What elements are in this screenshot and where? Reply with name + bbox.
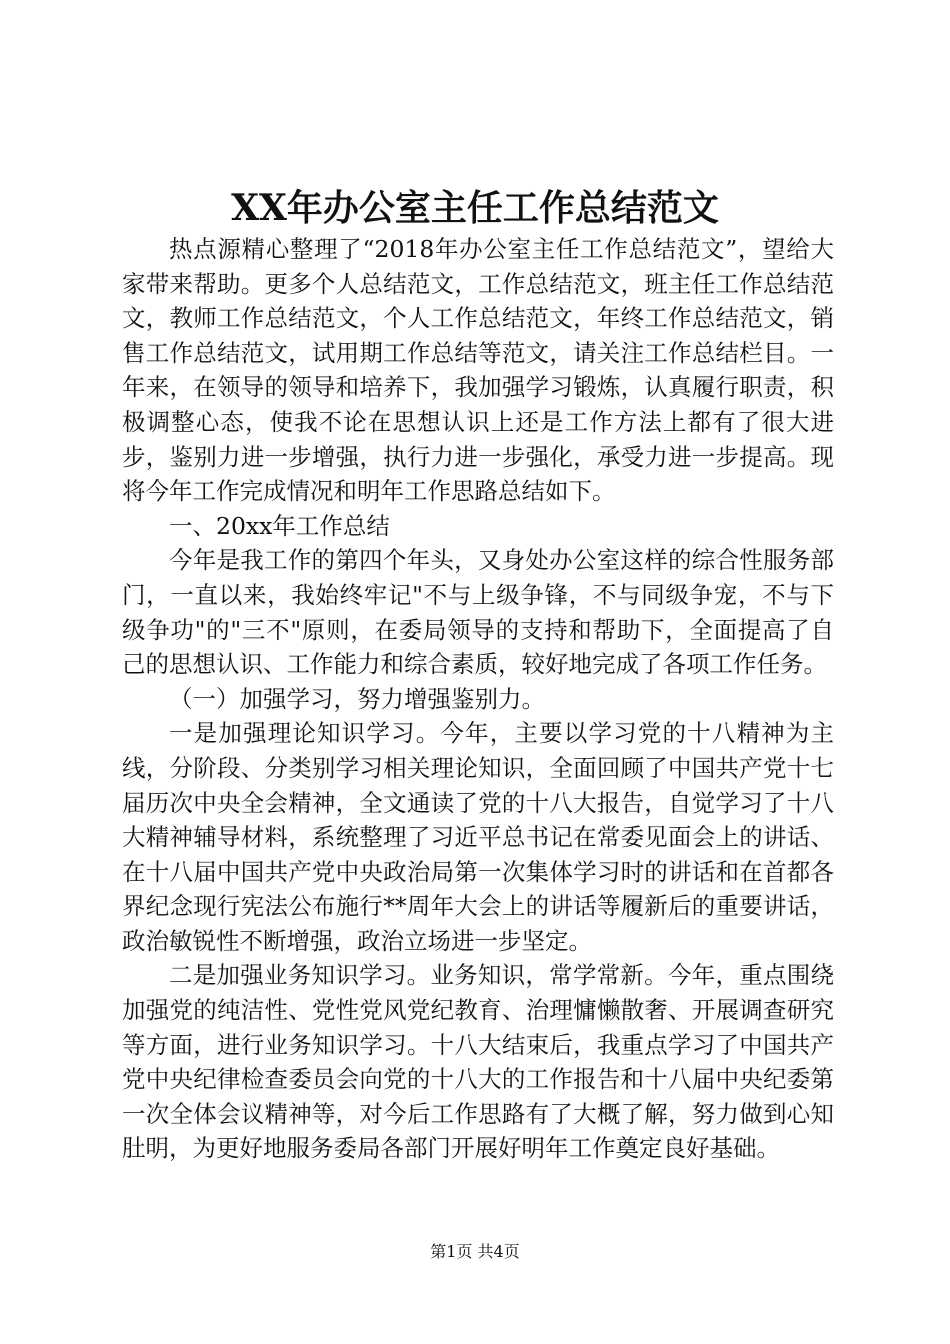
document-body: [122, 232, 834, 1166]
page-footer: [0, 1240, 950, 1264]
document-title: XX年办公室主任工作总结范文: [231, 187, 719, 229]
paragraph-theory-study: 一是加强理论知识学习。今年，主要以学习党的十八精神为主线，分阶段、分类别学习相关理论知识，全面回顾了中国共产党十七届历次中央全会精神，全文通读了党的十八大报告，自觉学习了十八大精神辅导材料，系统整理了习近平总书记在常委见面会上的讲话、在十八届中国共产党中央政治局第一次集体学习时的讲话和在首都各界纪念现行宪法公布施行**周年大会上的讲话等履新后的重要讲话，政治敏锐性不断增强，政治立场进一步坚定。: [122, 719, 834, 955]
paragraph-overview: 今年是我工作的第四个年头，又身处办公室这样的综合性服务部门，一直以来，我始终牢记"不与上级争锋，不与同级争宠，不与下级争功"的"三不"原则，在委局领导的支持和帮助下，全面提高了自己的思想认识、工作能力和综合素质，较好地完成了各项工作任务。: [122, 546, 834, 679]
paragraph-intro: 热点源精心整理了“2018年办公室主任工作总结范文”，望给大家带来帮助。更多个人总结范文，工作总结范文，班主任工作总结范文，教师工作总结范文，个人工作总结范文，年终工作总结范文，销售工作总结范文，试用期工作总结等范文，请关注工作总结栏目。一年来，在领导的领导和培养下，我加强学习锻炼，认真履行职责，积极调整心态，使我不论在思想认识上还是工作方法上都有了很大进步，鉴别力进一步增强，执行力进一步强化，承受力进一步提高。现将今年工作完成情况和明年工作思路总结如下。: [122, 235, 834, 506]
page-indicator: 第1页 共4页: [430, 1242, 520, 1261]
paragraph-business-study: 二是加强业务知识学习。业务知识，常学常新。今年，重点围绕加强党的纯洁性、党性党风党纪教育、治理慵懒散奢、开展调查研究等方面，进行业务知识学习。十八大结束后，我重点学习了中国共产党中央纪律检查委员会向党的十八大的工作报告和十八届中央纪委第一次全体会议精神等，对今后工作思路有了大概了解，努力做到心知肚明，为更好地服务委局各部门开展好明年工作奠定良好基础。: [122, 961, 834, 1163]
subsection-heading-1: （一）加强学习，努力增强鉴别力。: [169, 684, 545, 713]
section-heading-1: 一、20xx年工作总结: [169, 511, 390, 540]
